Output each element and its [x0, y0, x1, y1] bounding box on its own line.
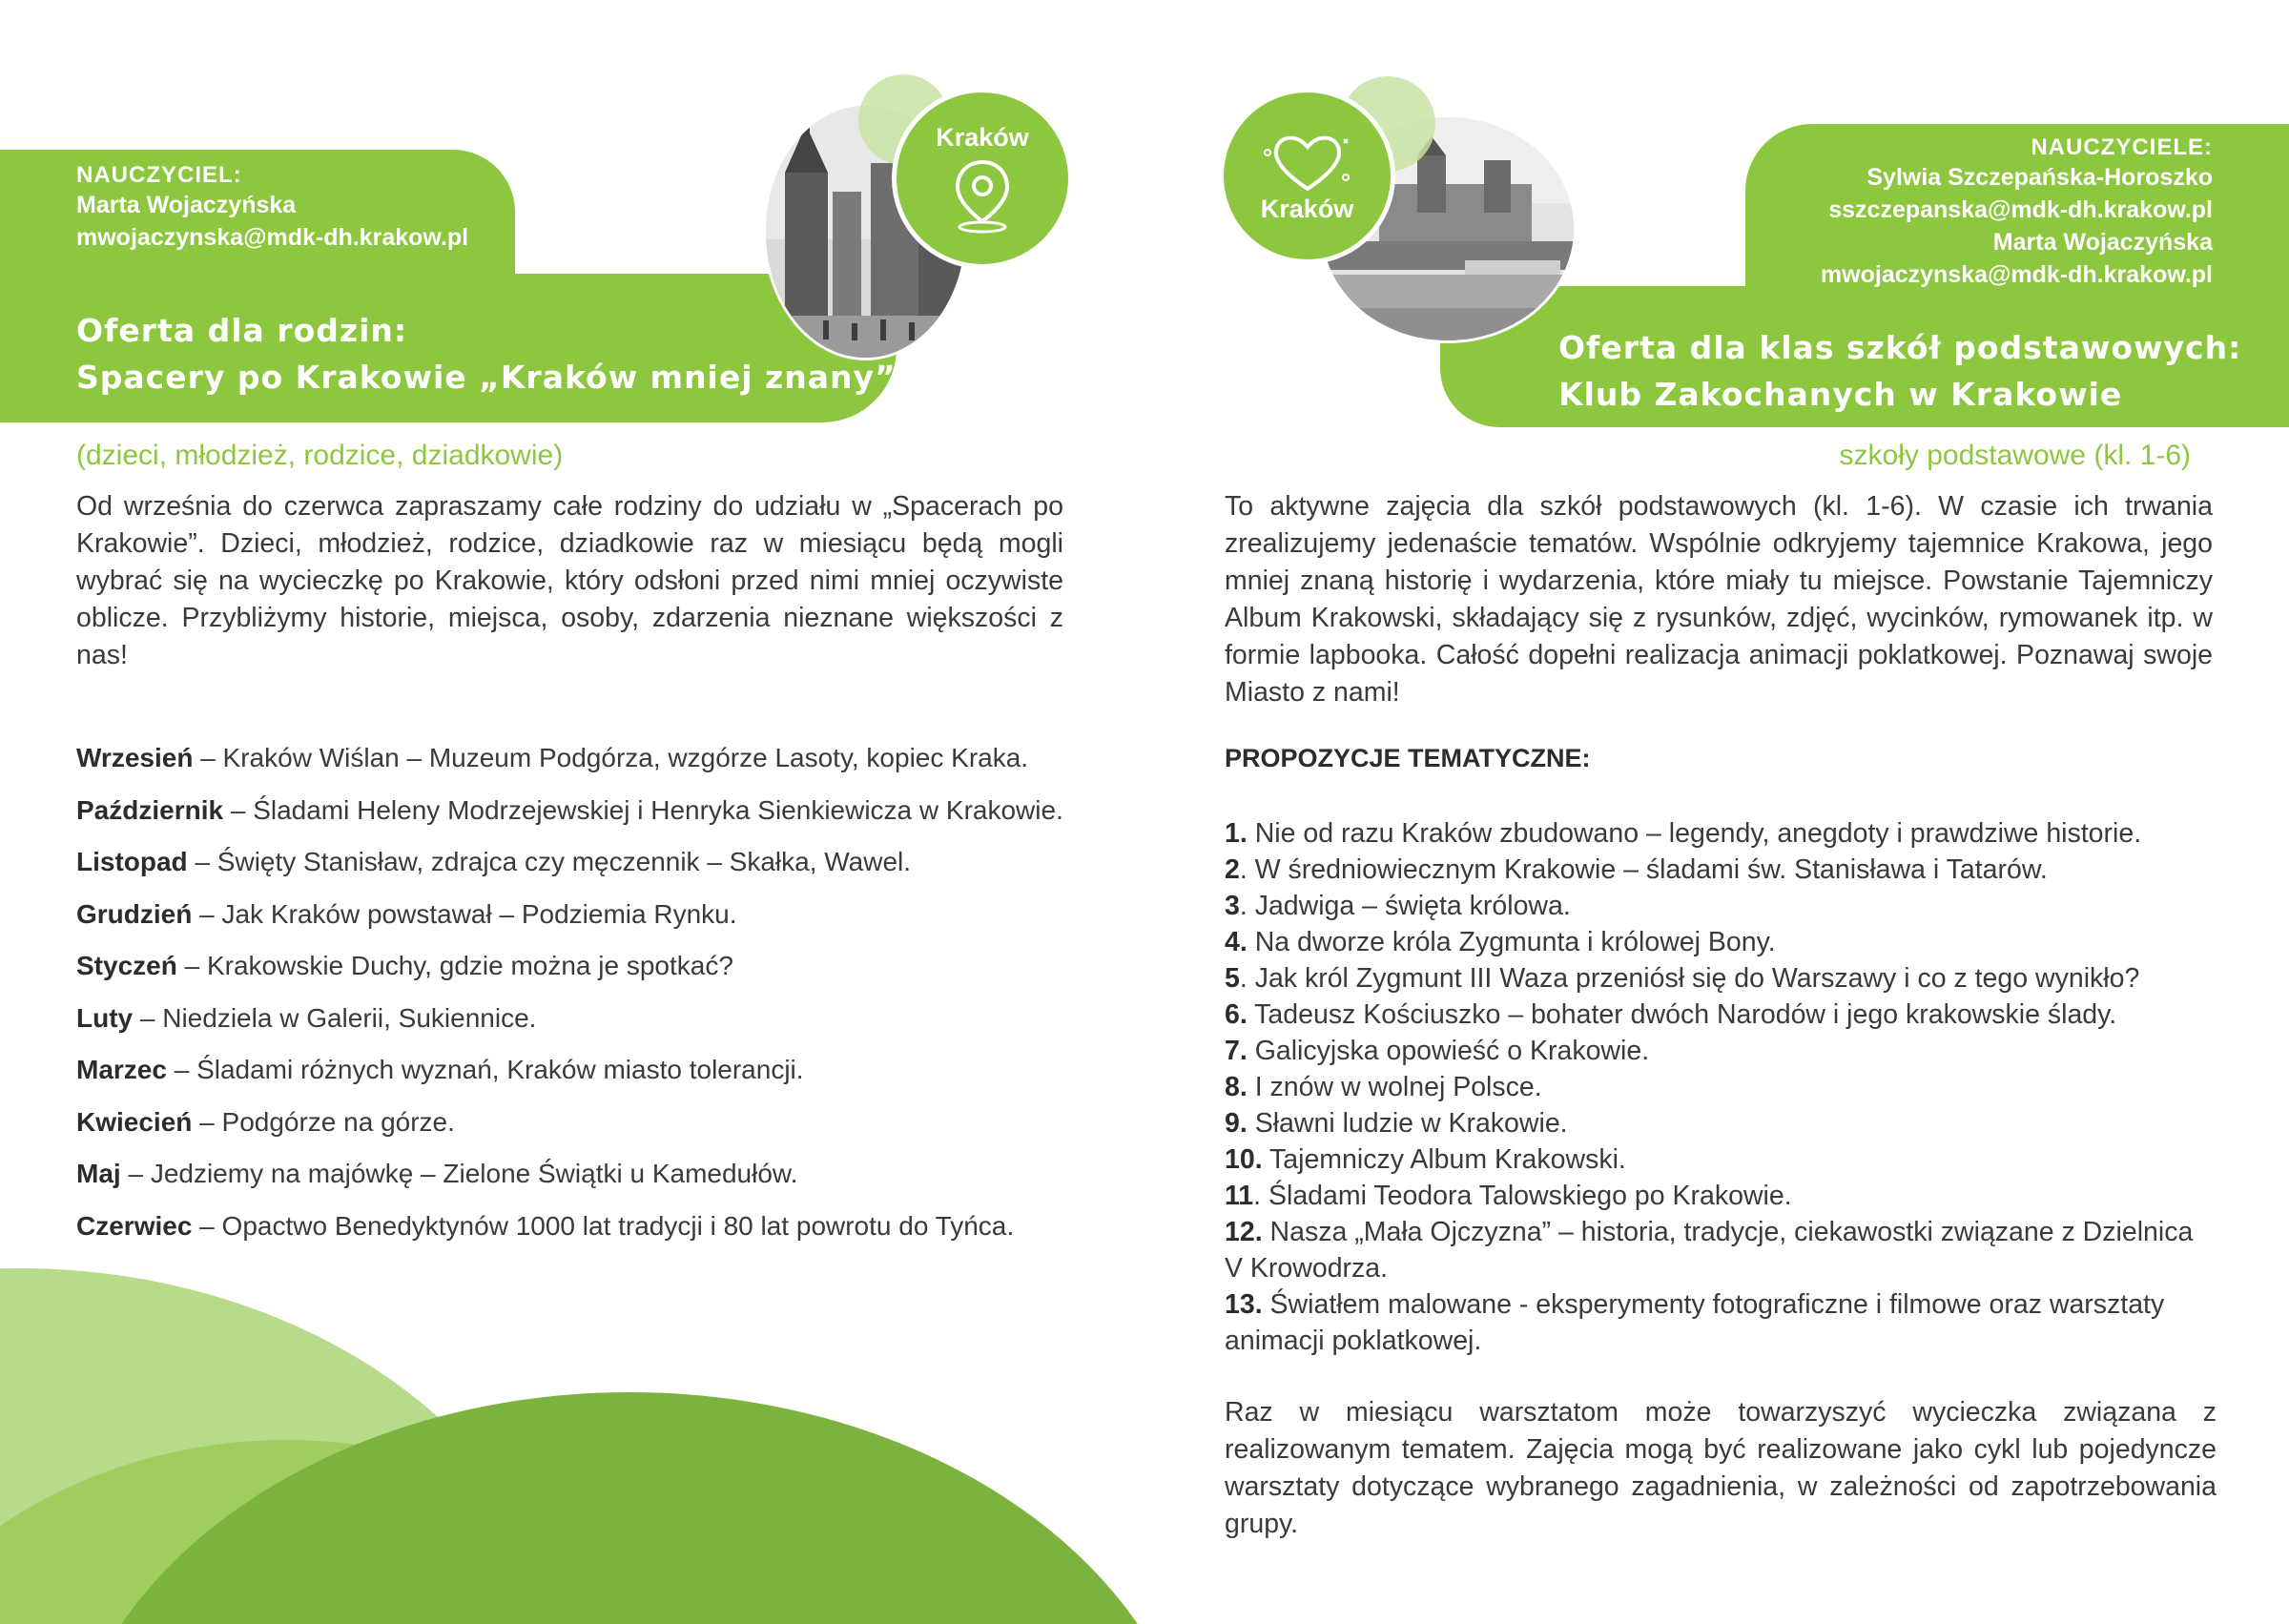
month-row — [76, 1097, 1106, 1149]
topic-text: Nasza „Mała Ojczyzna” – historia, tradycje, ciekawostki związane z Dzielnica V Krowodrza. — [1225, 1217, 2194, 1284]
topic-item — [1225, 1069, 2217, 1105]
topic-text: . Śladami Teodora Talowskiego po Krakowie. — [1253, 1181, 1792, 1211]
topic-item — [1225, 1105, 2217, 1141]
right-teacher-block — [1821, 134, 2213, 291]
topic-num: 13. — [1225, 1289, 1263, 1320]
right-title-line2: Klub Zakochanych w Krakowie — [1558, 376, 2123, 413]
right-offer-title — [1558, 324, 2241, 418]
left-teacher-name: Marta Wojaczyńska — [76, 192, 297, 218]
decorative-blobs — [0, 1221, 1202, 1624]
topic-text: . Jak król Zygmunt III Waza przeniósł się do Warszawy i co z tego wynikło? — [1239, 963, 2140, 994]
right-krakow-badge — [1219, 88, 1395, 264]
month-text: – Jak Kraków powstawał – Podziemia Rynku. — [192, 898, 737, 929]
topic-text: Nie od razu Kraków zbudowano – legendy, anegdoty i prawdziwe historie. — [1247, 818, 2142, 849]
topic-num: 3 — [1225, 891, 1240, 921]
left-title-line2: Spacery po Krakowie „Kraków mniej znany” — [76, 359, 897, 396]
topic-text: Na dworze króla Zygmunta i królowej Bony. — [1247, 927, 1776, 957]
closing-paragraph: Raz w miesiącu warsztatom może towarzyszyć wycieczka związana z realizowanym tematem. Zajęcia mogą być realizowane jako cykl lub pojedyncze warsztaty dotyczące wybranego zagadnienia, w zależności od zapotrzebowania grupy. — [1225, 1397, 2217, 1539]
left-teacher-block — [76, 162, 468, 254]
right-badge-label: Kraków — [1260, 195, 1354, 223]
topic-item — [1225, 1286, 2217, 1359]
topic-num: 7. — [1225, 1036, 1248, 1066]
month-row — [76, 1044, 1106, 1097]
month-name: Listopad — [76, 847, 188, 876]
topic-item — [1225, 1141, 2217, 1178]
right-title-line1: Oferta dla klas szkół podstawowych: — [1558, 329, 2242, 366]
topic-text: Światłem malowane - eksperymenty fotograficzne i filmowe oraz warsztaty animacji poklatkowej. — [1225, 1289, 2165, 1356]
topic-item — [1225, 1033, 2217, 1069]
topic-item — [1225, 888, 2217, 924]
right-teacher2-email[interactable]: mwojaczynska@mdk-dh.krakow.pl — [1820, 261, 2213, 288]
topic-item — [1225, 1178, 2217, 1214]
month-row — [76, 836, 1106, 889]
months-list — [76, 732, 1106, 1252]
month-name: Marzec — [76, 1055, 167, 1084]
topic-num: 8. — [1225, 1072, 1248, 1102]
left-krakow-badge — [892, 88, 1073, 269]
topic-text: I znów w wolnej Polsce. — [1247, 1072, 1542, 1102]
month-text: – Opactwo Benedyktynów 1000 lat tradycji i 80 lat powrotu do Tyńca. — [192, 1210, 1015, 1241]
right-intro: To aktywne zajęcia dla szkół podstawowych (kl. 1-6). W czasie ich trwania zrealizujemy jedenaście tematów. Wspólnie odkryjemy tajemnice Krakowa, jego mniej znaną historię i wydarzenia, które miały tu miejsce. Powstanie Tajemniczy Album Krakowski, składający się z rysunków, zdjęć, wycinków, rymowanek itp. w formie lapbooka. Całość dopełni realizacja animacji poklatkowej. Poznawaj swoje Miasto z nami! — [1225, 491, 2213, 708]
month-text: – Podgórze na górze. — [192, 1106, 455, 1137]
topic-num: 11 — [1225, 1181, 1254, 1211]
topic-item — [1225, 924, 2217, 960]
topic-text: Tajemniczy Album Krakowski. — [1262, 1144, 1626, 1175]
month-name: Luty — [76, 1002, 134, 1033]
topic-num: 1. — [1225, 818, 1248, 849]
right-audience: szkoły podstawowe (kl. 1-6) — [1839, 440, 2191, 471]
topic-text: . Jadwiga – święta królowa. — [1239, 891, 1571, 921]
topic-item — [1225, 1214, 2217, 1286]
month-row — [76, 732, 1106, 785]
topic-num: 12. — [1225, 1217, 1263, 1247]
month-name: Wrzesień — [76, 743, 194, 772]
topic-text: Tadeusz Kościuszko – bohater dwóch Narodów i jego krakowskie ślady. — [1247, 999, 2117, 1030]
topic-num: 9. — [1225, 1108, 1248, 1139]
topic-num: 5 — [1225, 963, 1240, 994]
topic-num: 2 — [1225, 854, 1240, 885]
left-teacher-email[interactable]: mwojaczynska@mdk-dh.krakow.pl — [76, 224, 469, 251]
month-text: – Niedziela w Galerii, Sukiennice. — [133, 1002, 537, 1033]
month-row — [76, 785, 1106, 837]
topic-num: 10. — [1225, 1144, 1263, 1175]
month-text: – Krakowskie Duchy, gdzie można je spotkać? — [176, 951, 733, 980]
heart-icon — [1260, 128, 1355, 195]
month-row — [76, 1201, 1106, 1253]
topic-item — [1225, 997, 2217, 1033]
month-name: Październik — [76, 794, 224, 825]
month-text: – Święty Stanisław, zdrajca czy męczennik – Skałka, Wawel. — [187, 847, 912, 876]
topic-item — [1225, 852, 2217, 888]
topic-item — [1225, 815, 2217, 852]
left-badge-label: Kraków — [936, 122, 1029, 152]
month-row — [76, 1148, 1106, 1201]
left-intro: Od września do czerwca zapraszamy całe rodziny do udziału w „Spacerach po Krakowie”. Dzieci, młodzież, rodzice, dziadkowie raz w miesiącu będą mogli wybrać się na wycieczkę po Krakowie, który odsłoni przed nimi mniej oczywiste oblicze. Przybliżymy historie, miejsca, osoby, zdarzenia nieznane większości z nas! — [76, 491, 1063, 670]
left-audience: (dzieci, młodzież, rodzice, dziadkowie) — [76, 440, 564, 471]
topic-num: 4. — [1225, 927, 1248, 957]
topic-text: Galicyjska opowieść o Krakowie. — [1247, 1036, 1650, 1066]
left-teacher-label: NAUCZYCIEL: — [76, 162, 242, 188]
right-teacher-label: NAUCZYCIELE: — [2031, 134, 2213, 160]
month-name: Czerwiec — [76, 1210, 193, 1241]
right-teacher2-name: Marta Wojaczyńska — [1992, 229, 2213, 256]
month-row — [76, 940, 1106, 993]
left-title-line1: Oferta dla rodzin: — [76, 312, 408, 349]
left-offer-title — [76, 307, 897, 401]
topics-list — [1225, 815, 2217, 1359]
month-text: – Kraków Wiślan – Muzeum Podgórza, wzgórze Lasoty, kopiec Kraka. — [193, 743, 1029, 772]
month-row — [76, 993, 1106, 1045]
location-pin-icon — [949, 158, 1016, 235]
month-name: Styczeń — [76, 951, 177, 980]
month-text: – Jedziemy na majówkę – Zielone Świątki u Kamedułów. — [120, 1159, 798, 1188]
month-name: Grudzień — [76, 898, 193, 929]
month-name: Kwiecień — [76, 1106, 193, 1137]
month-row — [76, 889, 1106, 941]
month-text: – Śladami Heleny Modrzejewskiej i Henryka Sienkiewicza w Krakowie. — [223, 794, 1063, 825]
month-name: Maj — [76, 1159, 121, 1188]
proposals-header: PROPOZYCJE TEMATYCZNE: — [1225, 744, 1591, 772]
right-teacher1-name: Sylwia Szczepańska-Horoszko — [1866, 164, 2213, 191]
topic-item — [1225, 960, 2217, 997]
topic-num: 6. — [1225, 999, 1248, 1030]
topic-text: . W średniowiecznym Krakowie – śladami św. Stanisława i Tatarów. — [1239, 854, 2048, 885]
month-text: – Śladami różnych wyznań, Kraków miasto tolerancji. — [166, 1055, 804, 1084]
topic-text: Sławni ludzie w Krakowie. — [1247, 1108, 1568, 1139]
right-teacher1-email[interactable]: sszczepanska@mdk-dh.krakow.pl — [1828, 196, 2213, 223]
